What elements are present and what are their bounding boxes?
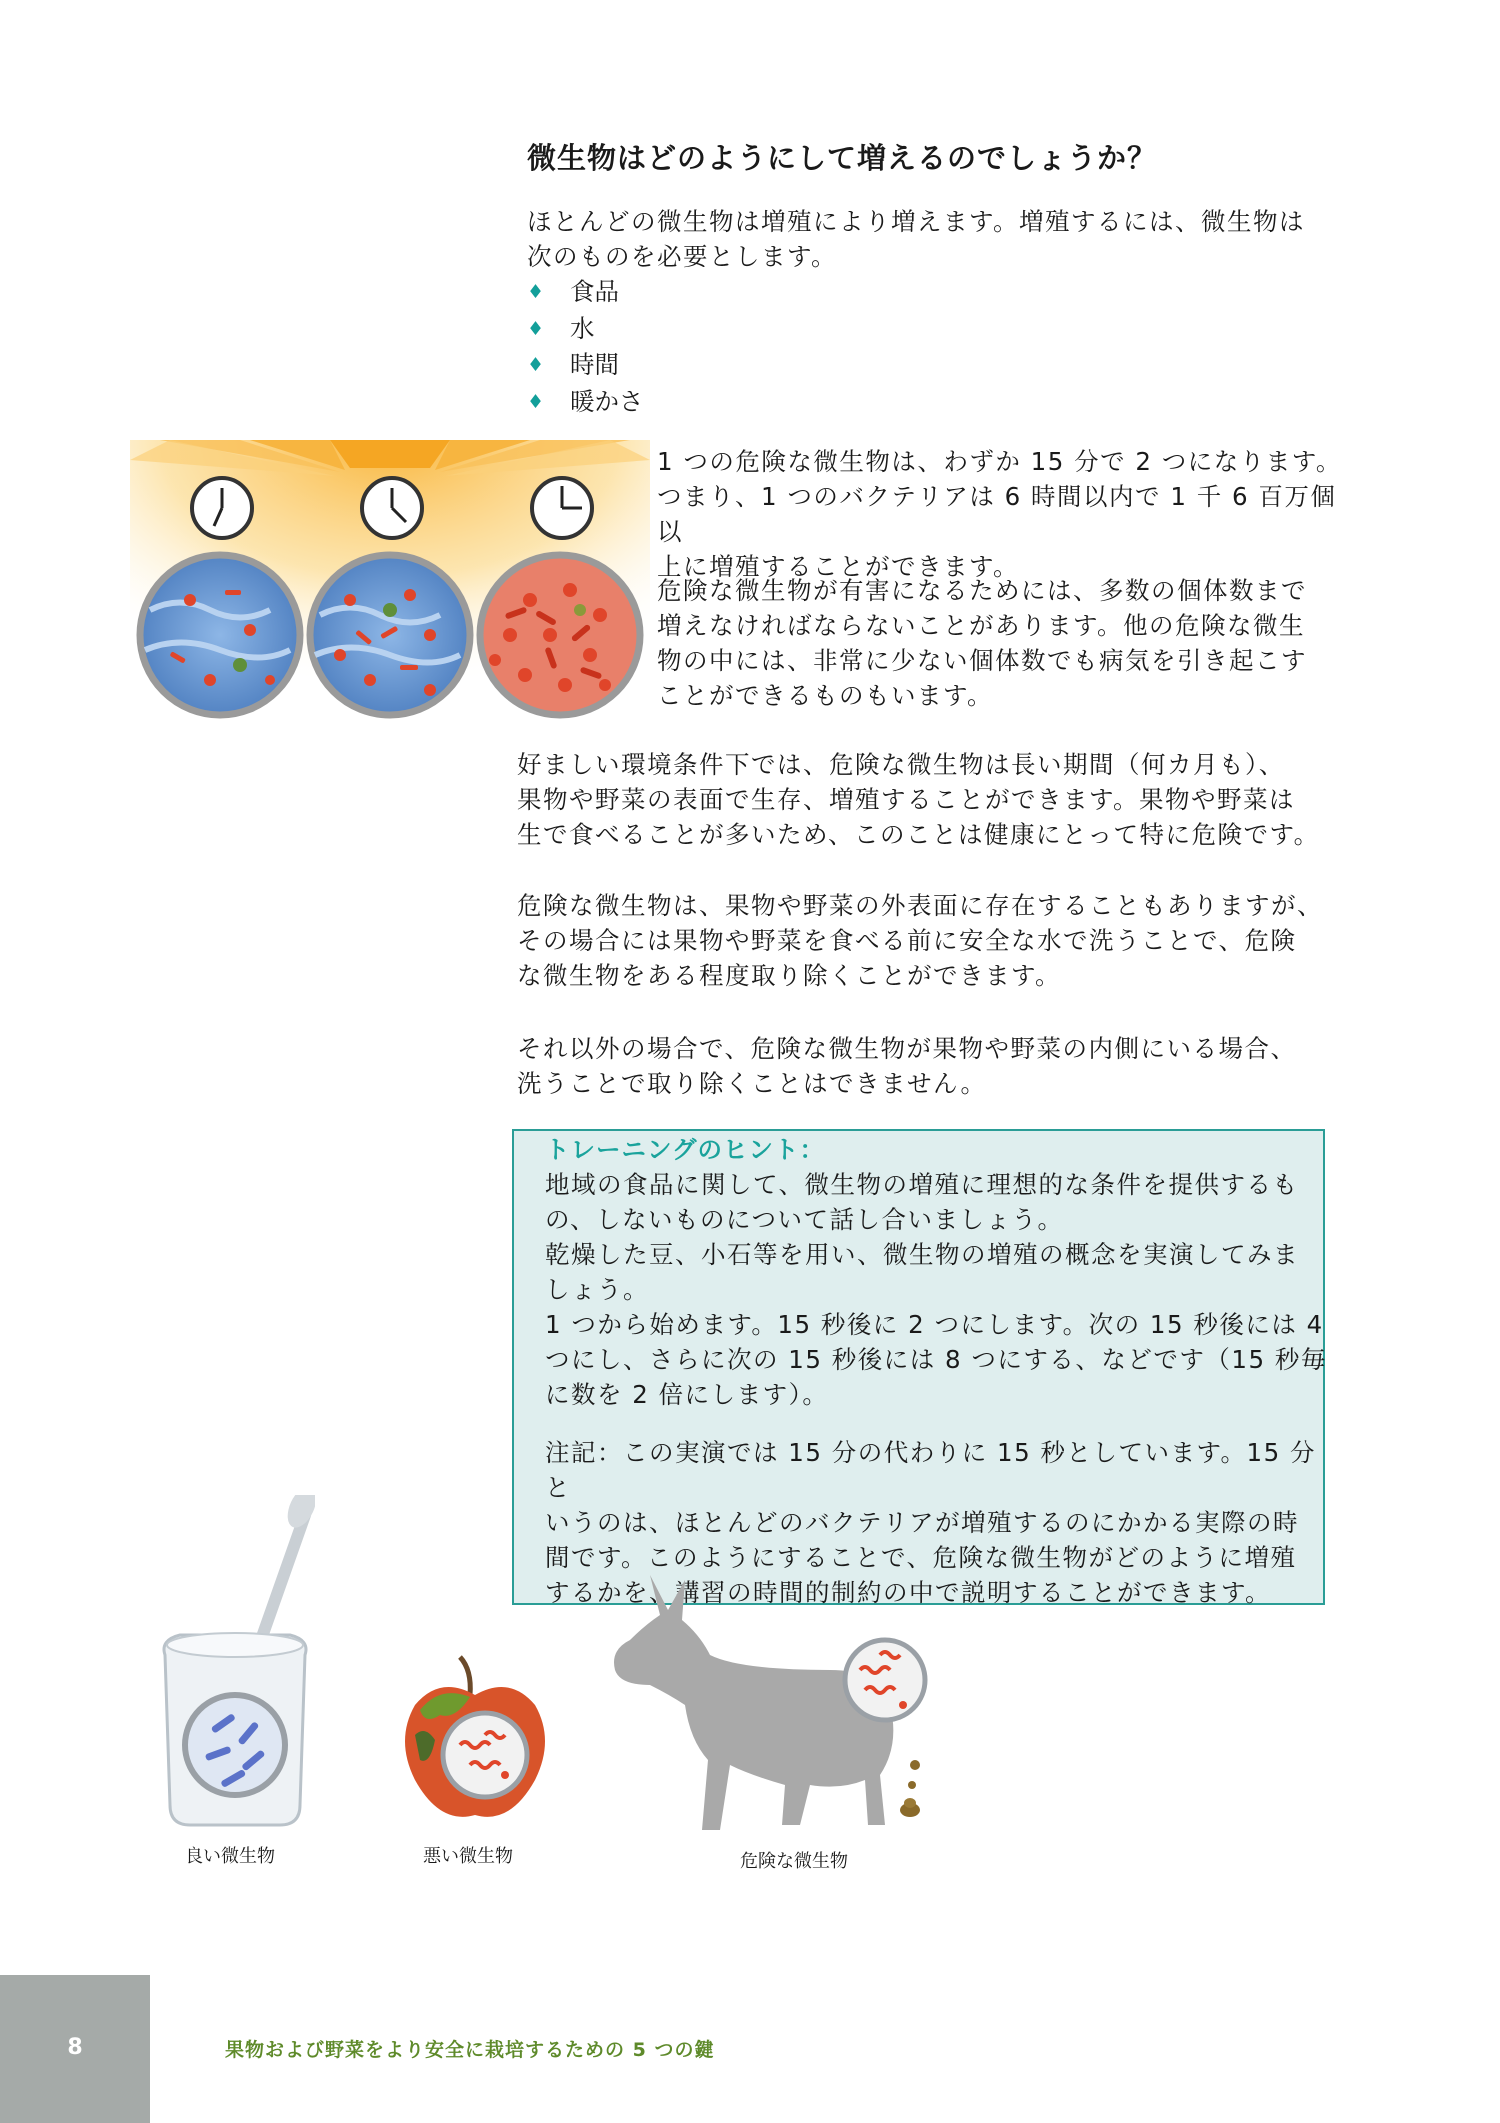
paragraph-line: つまり、1 つのバクテリアは 6 時間以内で 1 千 6 百万個以 [657, 482, 1337, 546]
footer-title: 果物および野菜をより安全に栽培するための 5 つの鍵 [225, 2039, 715, 2061]
paragraph-line: 洗うことで取り除くことはできません。 [517, 1069, 987, 1098]
microbe-growth-illustration [130, 440, 650, 750]
list-item-label: 暖かさ [570, 386, 644, 416]
paragraph-line: 危険な微生物が有害になるためには、多数の個体数まで [657, 576, 1307, 605]
intro-line: ほとんどの微生物は増殖により増えます。増殖するには、微生物は [527, 207, 1306, 236]
clock-icon [532, 478, 592, 538]
paragraph-line: 果物や野菜の表面で生存、増殖することができます。果物や野菜は [517, 785, 1296, 814]
clock-icon [192, 478, 252, 538]
list-item-label: 食品 [570, 277, 619, 306]
paragraph-line: 注記：この実演では 15 分の代わりに 15 秒としています。15 分と [545, 1438, 1317, 1502]
paragraph-line: つにし、さらに次の 15 秒後には 8 つにする、などです（15 秒毎 [545, 1345, 1327, 1374]
paragraph-line: 増えなければならないことがあります。他の危険な微生 [657, 611, 1306, 640]
yogurt-jar-icon [160, 1495, 315, 1835]
survival-paragraph [517, 747, 1367, 852]
paragraph-line: 1 つから始めます。15 秒後に 2 つにします。次の 15 秒後には 4 [545, 1310, 1324, 1339]
list-item [527, 274, 644, 311]
paragraph-line: するかを、講習の時間的制約の中で説明することができます。 [545, 1578, 1272, 1607]
washing-paragraph [517, 888, 1367, 993]
paragraph-line: 好ましい環境条件下では、危険な微生物は長い期間（何カ月も）、 [517, 750, 1285, 779]
paragraph-line: 地域の食品に関して、微生物の増殖に理想的な条件を提供するも [545, 1170, 1299, 1199]
paragraph-line: な微生物をある程度取り除くことができます。 [517, 961, 1062, 990]
caption-good-microbes: 良い微生物 [185, 1846, 275, 1867]
diamond-bullet-icon: ♦ [527, 281, 545, 303]
paragraph-line: 1 つの危険な微生物は、わずか 15 分で 2 つになります。 [657, 447, 1342, 476]
paragraph-line: いうのは、ほとんどのバクテリアが増殖するのにかかる実際の時 [545, 1508, 1299, 1537]
paragraph-line: 危険な微生物は、果物や野菜の外表面に存在することもありますが、 [517, 891, 1323, 920]
magnified-water-many-microbes-icon [480, 555, 640, 715]
list-item [527, 311, 644, 348]
diamond-bullet-icon: ♦ [527, 317, 545, 340]
page-heading: 微生物はどのようにして増えるのでしょうか？ [527, 141, 1158, 175]
caption-bad-microbes: 悪い微生物 [423, 1846, 513, 1867]
magnified-water-few-microbes-icon [140, 555, 300, 715]
diamond-bullet-icon: ♦ [527, 390, 545, 413]
page-number: 8 [67, 2035, 83, 2060]
paragraph-line: 生で食べることが多いため、このことは健康にとって特に危険です。 [517, 820, 1320, 849]
donkey-icon [610, 1575, 950, 1845]
paragraph-line: 上に増殖することができます。 [657, 552, 1020, 581]
growth-rate-paragraph [657, 444, 1357, 584]
list-item [527, 347, 644, 384]
intro-paragraph [527, 204, 1347, 274]
paragraph-line: その場合には果物や野菜を食べる前に安全な水で洗うことで、危険 [517, 926, 1297, 955]
list-item-label: 水 [570, 313, 595, 343]
diamond-bullet-icon: ♦ [527, 354, 545, 376]
training-hint-title: トレーニングのヒント： [545, 1135, 826, 1164]
clock-icon [362, 478, 422, 538]
inside-produce-paragraph [517, 1031, 1367, 1101]
paragraph-line: 物の中には、非常に少ない個体数でも病気を引き起こす [657, 646, 1307, 675]
paragraph-line: それ以外の場合で、危険な微生物が果物や野菜の内側にいる場合、 [517, 1034, 1297, 1063]
paragraph-line: ことができるものもいます。 [657, 681, 994, 710]
training-hint-body [545, 1167, 1330, 1412]
list-item-label: 時間 [570, 350, 619, 379]
paragraph-line: 乾燥した豆、小石等を用い、微生物の増殖の概念を実演してみま [545, 1240, 1299, 1269]
population-paragraph [657, 573, 1357, 713]
needs-list [527, 274, 644, 420]
list-item [527, 384, 644, 421]
rotting-apple-icon [400, 1655, 550, 1825]
paragraph-line: しょう。 [545, 1275, 649, 1304]
paragraph-line: に数を 2 倍にします）。 [545, 1380, 829, 1409]
paragraph-line: の、しないものについて話し合いましょう。 [545, 1205, 1064, 1234]
intro-line: 次のものを必要とします。 [527, 242, 838, 271]
paragraph-line: 間です。このようにすることで、危険な微生物がどのように増殖 [545, 1543, 1297, 1572]
magnified-water-more-microbes-icon [310, 555, 470, 715]
caption-dangerous-microbes: 危険な微生物 [740, 1851, 848, 1872]
